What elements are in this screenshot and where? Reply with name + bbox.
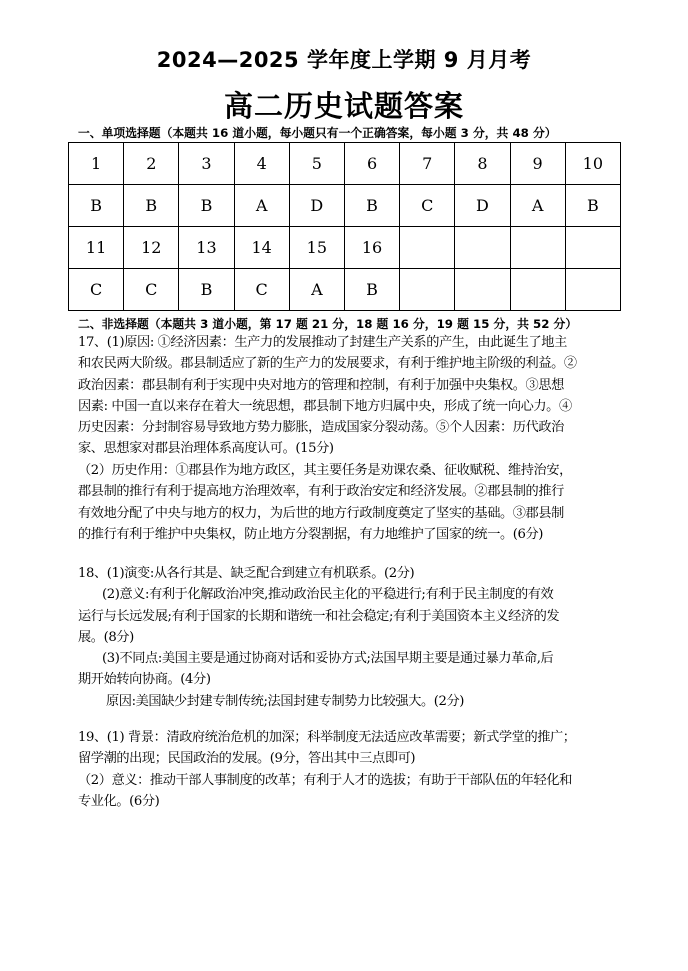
q18-answer [78, 563, 618, 712]
answer-cell: B [565, 185, 620, 227]
answer-cell: B [124, 185, 179, 227]
question-number-cell: 8 [455, 143, 510, 185]
q17-line: 历史因素：分封制容易导致地方势力膨胀，造成国家分裂动荡。⑤个人因素：历代政治 [78, 420, 564, 436]
answer-row [69, 269, 621, 311]
answer-cell: B [344, 185, 399, 227]
q19-line: 留学潮的出现；民国政治的发展。(9分，答出其中三点即可) [78, 751, 416, 767]
answer-cell: C [69, 269, 124, 311]
q18-line: (3)不同点:美国主要是通过协商对话和妥协方式;法国早期主要是通过暴力革命,后 [102, 651, 554, 667]
q17-part2 [78, 460, 618, 545]
answer-cell: A [289, 269, 344, 311]
answer-cell [400, 269, 455, 311]
question-number-cell: 13 [179, 227, 234, 269]
q18-line: (2)意义:有利于化解政治冲突,推动政治民主化的平稳进行;有利于民主制度的有效 [102, 587, 554, 603]
answer-cell: C [234, 269, 289, 311]
question-number-cell: 12 [124, 227, 179, 269]
q18-line: 期开始转向协商。(4分) [78, 672, 211, 688]
answer-cell: B [344, 269, 399, 311]
question-number-cell: 15 [289, 227, 344, 269]
answer-row [69, 185, 621, 227]
q19-answer [78, 727, 618, 812]
question-number-cell: 4 [234, 143, 289, 185]
q18-line: 18、(1)演变:从各行其是、缺乏配合到建立有机联系。(2分) [78, 566, 415, 581]
question-number-cell: 10 [565, 143, 620, 185]
subject-title: 高二历史试题答案 [223, 89, 464, 123]
question-number-cell: 5 [289, 143, 344, 185]
answer-cell: B [179, 269, 234, 311]
question-number-cell: 7 [400, 143, 455, 185]
answer-cell: C [400, 185, 455, 227]
question-number-cell: 16 [344, 227, 399, 269]
q17-part1 [78, 332, 618, 460]
question-number-cell: 14 [234, 227, 289, 269]
q17-line: 的推行有利于维护中央集权，防止地方分裂割据，有力地维护了国家的统一。(6分) [78, 526, 544, 542]
question-number-cell [510, 227, 565, 269]
question-number-cell: 9 [510, 143, 565, 185]
answer-cell: C [124, 269, 179, 311]
q18-line: 原因:美国缺少封建专制传统;法国封建专制势力比较强大。(2分) [106, 693, 465, 709]
q19-line: 19、(1) 背景：清政府统治危机的加深；科举制度无法适应改革需要；新式学堂的推广； [78, 730, 576, 745]
q17-line: 17、(1)原因: ①经济因素：生产力的发展推动了封建生产关系的产生，由此诞生了地主 [78, 335, 567, 350]
answer-cell [510, 269, 565, 311]
question-number-cell: 1 [69, 143, 124, 185]
question-number-cell: 11 [69, 227, 124, 269]
answer-table [68, 142, 621, 311]
q17-line: 有效地分配了中央与地方的权力，为后世的地方行政制度奠定了坚实的基础。③郡县制 [78, 505, 564, 521]
question-number-cell: 3 [179, 143, 234, 185]
q17-line: 和农民两大阶级。郡县制适应了新的生产力的发展要求，有利于维护地主阶级的利益。② [78, 356, 577, 372]
q19-line: 专业化。(6分) [78, 793, 160, 809]
answer-cell: B [179, 185, 234, 227]
answer-cell [565, 269, 620, 311]
question-number-cell [565, 227, 620, 269]
section1-heading: 一、单项选择题（本题共 16 道小题，每小题只有一个正确答案，每小题 3 分，共 48 分） [78, 126, 557, 140]
question-number-cell [455, 227, 510, 269]
q18-line: 运行与长远发展;有利于国家的长期和谐统一和社会稳定;有利于美国资本主义经济的发 [78, 608, 560, 624]
exam-title: 2024—2025 学年度上学期 9 月月考 [156, 48, 532, 72]
answer-cell: D [289, 185, 344, 227]
q17-line: （2）历史作用：①郡县作为地方政区，其主要任务是劝课农桑、征收赋税、维持治安， [78, 463, 572, 478]
answer-cell: A [234, 185, 289, 227]
section2-heading: 二、非选择题（本题共 3 道小题，第 17 题 21 分，18 题 16 分，19 题 15 分，共 52 分） [78, 317, 578, 331]
question-number-cell [400, 227, 455, 269]
answer-cell: B [69, 185, 124, 227]
question-number-row [69, 227, 621, 269]
question-number-cell: 6 [344, 143, 399, 185]
answer-cell: D [455, 185, 510, 227]
q19-line: （2）意义：推动干部人事制度的改革；有利于人才的选拔；有助于干部队伍的年轻化和 [78, 772, 572, 788]
q18-line: 展。(8分) [78, 629, 134, 645]
q17-line: 家、思想家对郡县治理体系高度认可。(15分) [78, 441, 334, 457]
answer-cell: A [510, 185, 565, 227]
question-number-row [69, 143, 621, 185]
q17-line: 政治因素：郡县制有利于实现中央对地方的管理和控制，有利于加强中央集权。③思想 [78, 377, 564, 393]
q17-line: 郡县制的推行有利于提高地方治理效率，有利于政治安定和经济发展。②郡县制的推行 [78, 484, 564, 500]
question-number-cell: 2 [124, 143, 179, 185]
answer-cell [455, 269, 510, 311]
q17-line: 因素: 中国一直以来存在着大一统思想，郡县制下地方归属中央，形成了统一向心力。④ [78, 398, 572, 414]
